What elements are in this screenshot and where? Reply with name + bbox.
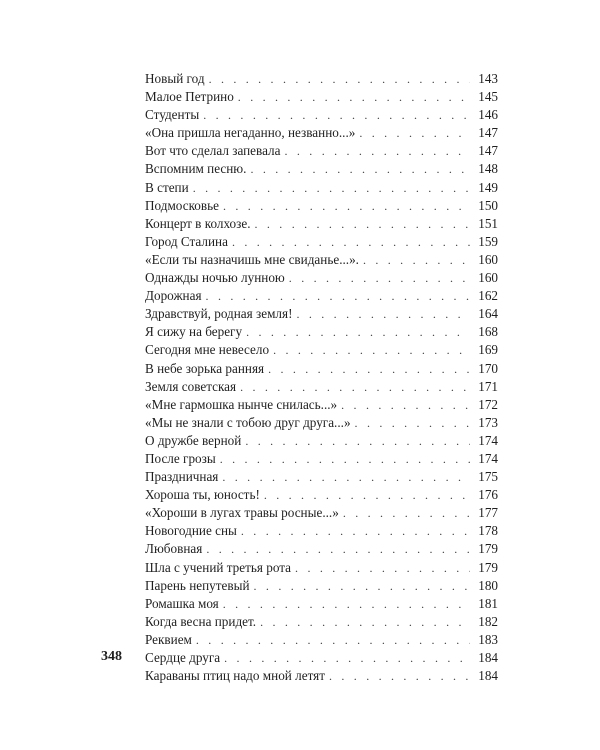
toc-entry-title: О дружбе верной [145,432,242,448]
toc-entry-title: В степи [145,179,189,195]
dot-leader [238,88,470,106]
toc-entry [145,360,498,378]
toc-entry-title: Вспомним песню. [145,161,247,177]
dot-leader [329,667,470,685]
toc-entry-title: Малое Петрино [145,89,234,105]
toc-entry [145,504,498,522]
toc-entry-title: «Мы не знали с тобою друг друга...» [145,414,351,430]
toc-entry-page: 169 [478,342,498,358]
dot-leader [341,396,470,414]
toc-entry-title: Сердце друга [145,650,221,665]
toc-entry-page: 162 [478,288,498,304]
toc-entry-title: Сегодня мне невесело [145,342,270,358]
table-of-contents [145,70,498,685]
toc-entry-title: «Мне гармошка нынче снилась...» [145,396,338,412]
toc-entry [145,631,498,649]
dot-leader [250,160,470,178]
toc-entry-title: Здравствуй, родная земля! [145,306,293,322]
dot-leader [223,197,470,215]
toc-entry [145,70,498,88]
toc-entry [145,432,498,450]
toc-entry-title: «Если ты назначишь мне свиданье...». [145,251,359,267]
dot-leader [240,378,470,396]
toc-entry-page: 184 [478,668,498,684]
dot-leader [246,323,470,341]
toc-entry-page: 174 [478,450,498,466]
toc-entry-title: «Хороши в лугах травы росные...» [145,505,339,521]
dot-leader [359,124,470,142]
toc-entry-page: 180 [478,577,498,593]
toc-entry-page: 179 [478,559,498,575]
dot-leader [343,504,470,522]
dot-leader [209,70,470,88]
toc-entry [145,305,498,323]
toc-entry-page: 181 [478,595,498,611]
toc-entry-page: 150 [478,197,498,213]
dot-leader [295,559,470,577]
toc-entry-page: 146 [478,107,498,123]
toc-entry-title: Вот что сделал запевала [145,143,281,159]
toc-entry-page: 183 [478,631,498,647]
toc-entry-title: В небе зорька ранняя [145,360,265,376]
toc-entry [145,233,498,251]
dot-leader [289,269,470,287]
toc-entry-title: Студенты [145,107,200,123]
toc-entry [145,450,498,468]
toc-entry [145,287,498,305]
toc-entry-title: После грозы [145,450,216,466]
toc-entry [145,414,498,432]
toc-entry [145,106,498,124]
toc-entry-page: 149 [478,179,498,195]
toc-entry-page: 178 [478,523,498,539]
toc-entry-page: 147 [478,125,498,141]
toc-entry [145,378,498,396]
dot-leader [254,577,470,595]
toc-entry-title: Город Сталина [145,233,228,249]
toc-entry-title: Когда весна придет. [145,613,257,629]
toc-entry-page: 145 [478,89,498,105]
toc-entry-page: 159 [478,233,498,249]
toc-entry [145,197,498,215]
dot-leader [203,106,470,124]
toc-entry-page: 160 [478,251,498,267]
toc-entry-page: 174 [478,432,498,448]
toc-entry [145,124,498,142]
toc-entry [145,160,498,178]
toc-entry-title: Новогодние сны [145,523,237,539]
toc-entry [145,613,498,631]
dot-leader [273,341,470,359]
toc-entry-page: 147 [478,143,498,159]
dot-leader [241,522,470,540]
toc-entry-title: Я сижу на берегу [145,324,243,340]
dot-leader [222,468,470,486]
toc-entry-page: 175 [478,469,498,485]
toc-entry-title: Земля советская [145,378,237,394]
toc-entry [145,595,498,613]
dot-leader [196,631,470,649]
dot-leader [260,613,470,631]
toc-entry-page: 173 [478,414,498,430]
toc-entry-title: Ромашка моя [145,595,219,611]
dot-leader [223,595,470,613]
toc-entry [145,88,498,106]
dot-leader [220,450,470,468]
toc-entry [145,323,498,341]
toc-entry-title: Дорожная [145,288,202,304]
dot-leader [285,142,471,160]
dot-leader [206,287,470,305]
toc-entry [145,667,498,685]
dot-leader [206,540,470,558]
toc-entry [145,577,498,595]
toc-entry-title: Караваны птиц надо мной летят [145,668,325,684]
toc-entry-page: 182 [478,613,498,629]
toc-entry-page: 143 [478,71,498,86]
toc-entry [145,179,498,197]
toc-entry [145,468,498,486]
toc-entry-page: 171 [478,378,498,394]
toc-entry-page: 164 [478,306,498,322]
toc-entry-page: 168 [478,324,498,340]
toc-entry-page: 151 [478,215,498,231]
toc-entry [145,396,498,414]
toc-entry [145,269,498,287]
dot-leader [255,215,471,233]
toc-entry [145,142,498,160]
toc-entry-title: Однажды ночью лунною [145,270,285,286]
toc-entry-page: 176 [478,487,498,503]
toc-entry-page: 184 [478,650,498,665]
toc-entry-page: 170 [478,360,498,376]
toc-entry-page: 172 [478,396,498,412]
toc-entry-title: Любовная [145,541,203,557]
dot-leader [363,251,470,269]
dot-leader [264,486,470,504]
dot-leader [232,233,470,251]
dot-leader [355,414,470,432]
toc-entry-title: Подмосковье [145,197,219,213]
dot-leader [193,179,470,197]
toc-entry-title: Хороша ты, юность! [145,487,260,503]
dot-leader [224,649,470,667]
toc-entry-page: 160 [478,270,498,286]
toc-entry [145,486,498,504]
toc-entry-page: 179 [478,541,498,557]
toc-entry [145,215,498,233]
toc-entry-title: Шла с учений третья рота [145,559,292,575]
toc-entry-title: Праздничная [145,469,219,485]
toc-entry [145,649,498,667]
toc-entry [145,522,498,540]
toc-entry-title: Парень непутевый [145,577,250,593]
toc-entry-title: «Она пришла негаданно, незванно...» [145,125,356,141]
page-number: 348 [101,649,122,664]
dot-leader [245,432,470,450]
dot-leader [296,305,470,323]
dot-leader [268,360,470,378]
toc-entry-page: 177 [478,505,498,521]
toc-entry [145,559,498,577]
toc-entry-title: Реквием [145,631,192,647]
toc-entry-page: 148 [478,161,498,177]
toc-entry [145,341,498,359]
toc-entry [145,540,498,558]
toc-entry-title: Концерт в колхозе. [145,215,251,231]
toc-entry-title: Новый год [145,71,205,86]
toc-entry [145,251,498,269]
